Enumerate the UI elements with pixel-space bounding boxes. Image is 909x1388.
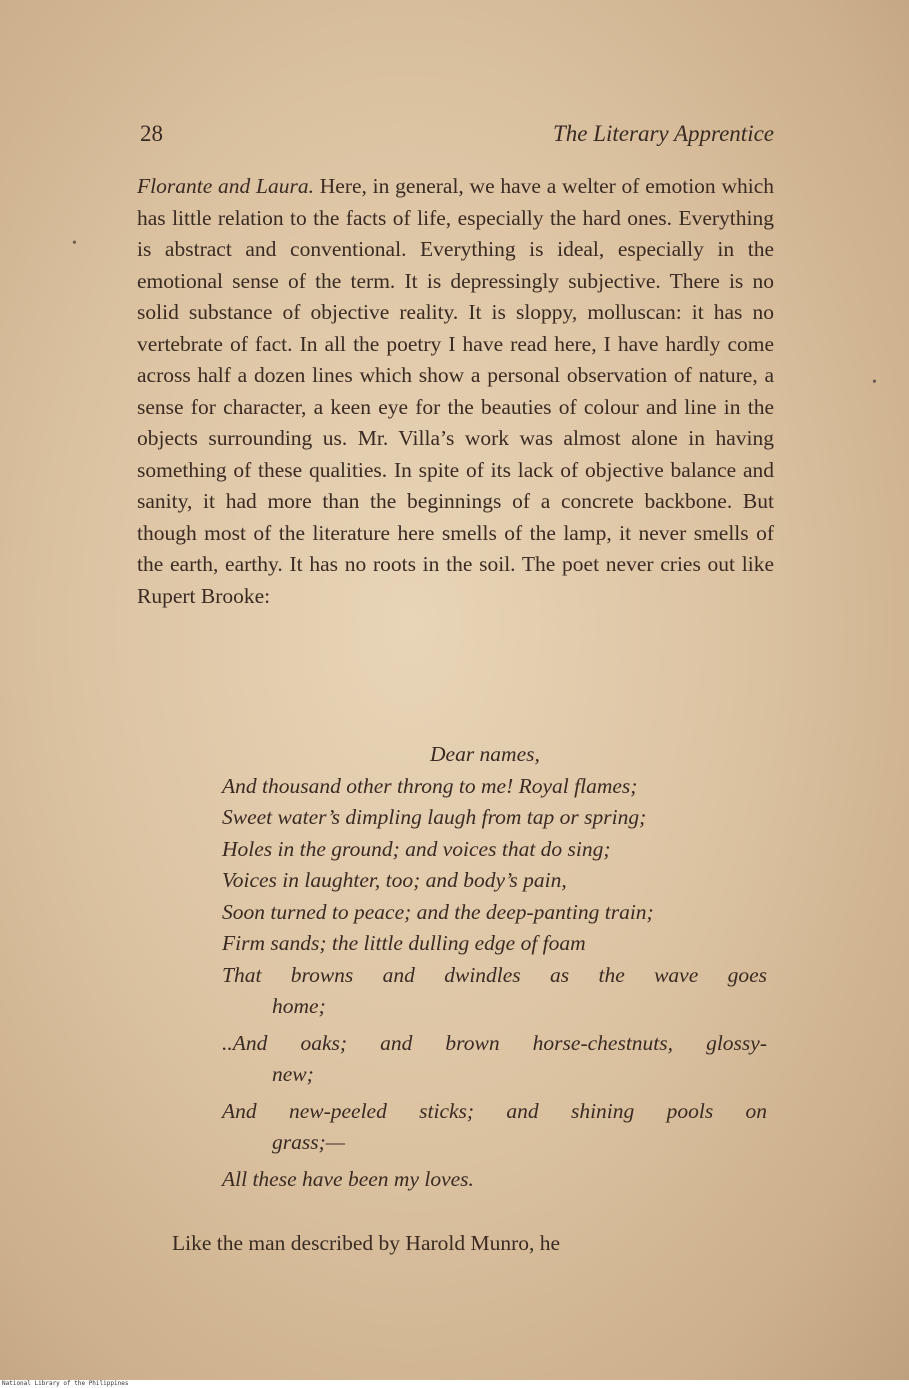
running-title: The Literary Apprentice (552, 121, 774, 146)
poem-line: Holes in the ground; and voices that do sing; (222, 836, 611, 861)
poem-line: Voices in laughter, too; and body’s pain, (222, 868, 567, 892)
poem-line: ..And oaks; and brown horse-chestnuts, glossy- (222, 1030, 767, 1055)
source-footer: National Library of the Philippines (0, 1380, 909, 1388)
poem-line-continuation: new; (272, 1062, 314, 1086)
poem-line: Dear names, (430, 742, 540, 766)
poem-line: And new-peeled sticks; and shining pools on (222, 1098, 767, 1123)
poem-line: Soon turned to peace; and the deep-panting train; (222, 899, 654, 924)
poem-line-continuation: home; (272, 994, 326, 1018)
closing-paragraph (172, 1228, 772, 1260)
poem-line: All these have been my loves. (222, 1166, 474, 1191)
poem-line: And thousand other throng to me! Royal flames; (222, 773, 638, 798)
poem-line-continuation: grass;— (272, 1130, 345, 1154)
work-title: Florante and Laura. (137, 174, 314, 198)
page-number: 28 (140, 121, 163, 146)
poem-line: Firm sands; the little dulling edge of foam (222, 931, 586, 955)
page-header (140, 121, 774, 151)
poem-quote (222, 739, 767, 1195)
main-paragraph (137, 171, 774, 612)
poem-line: That browns and dwindles as the wave goes (222, 962, 767, 987)
paragraph-text: Here, in general, we have a welter of emotion which has little relation to the facts of life, especially the hard ones. Everything is abstract and conventional. Everything is ideal, especially in the emotional sense of the term. It is depressingly subjective. There is no solid substance of objective reality. It is sloppy, molluscan: it has no vertebrate of fact. In all the poetry I have read here, I have hardly come across half a dozen lines which show a personal observation of nature, a sense for character, a keen eye for the beauties of colour and line in the objects surrounding us. Mr. Villa’s work was almost alone in having something of these qualities. In spite of its lack of objective balance and sanity, it had more than the beginnings of a concrete backbone. But though most of the literature here smells of the lamp, it never smells of the earth, earthy. It has no roots in the soil. The poet never cries out like Rupert Brooke: (137, 174, 774, 608)
stray-mark: • (72, 236, 77, 251)
closing-text: Like the man described by Harold Munro, he (172, 1231, 561, 1255)
poem-line: Sweet water’s dimpling laugh from tap or spring; (222, 805, 647, 829)
stray-mark: • (872, 375, 877, 390)
